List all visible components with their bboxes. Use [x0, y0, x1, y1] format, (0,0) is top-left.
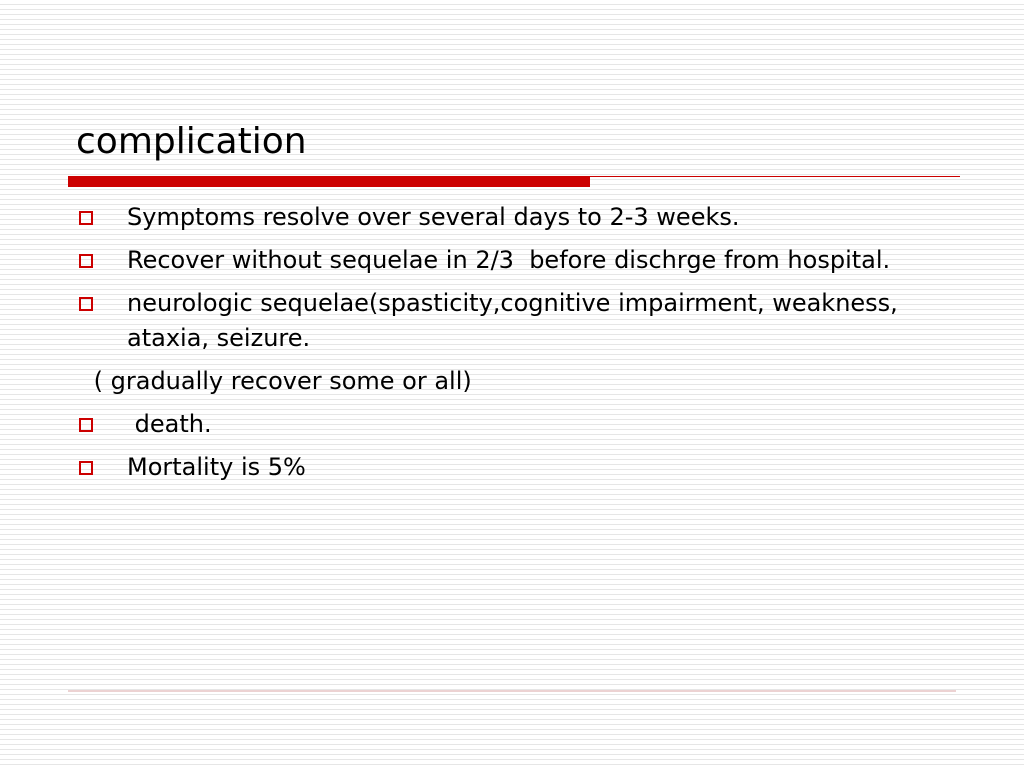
title-underline-thick [68, 176, 590, 187]
square-bullet-icon [79, 254, 93, 268]
list-item-text: Symptoms resolve over several days to 2-3 weeks. [127, 203, 740, 231]
bullet-list [76, 200, 956, 493]
list-item [76, 243, 956, 278]
list-item-text: ( gradually recover some or all) [86, 367, 472, 395]
square-bullet-icon [79, 211, 93, 225]
list-item-text: Mortality is 5% [127, 453, 306, 481]
list-item-text: death. [127, 410, 212, 438]
list-item-text: Recover without sequelae in 2/3 before dischrge from hospital. [127, 246, 891, 274]
list-item [76, 450, 956, 485]
slide-title: complication [76, 121, 307, 162]
list-item-text: neurologic sequelae(spasticity,cognitive impairment, weakness, ataxia, seizure. [127, 289, 906, 352]
list-item [76, 407, 956, 442]
footer-rule [68, 690, 956, 692]
list-item [76, 200, 956, 235]
square-bullet-icon [79, 297, 93, 311]
list-item-note [76, 364, 956, 399]
square-bullet-icon [79, 418, 93, 432]
title-underline-thin [590, 176, 960, 177]
list-item [76, 286, 956, 356]
square-bullet-icon [79, 461, 93, 475]
